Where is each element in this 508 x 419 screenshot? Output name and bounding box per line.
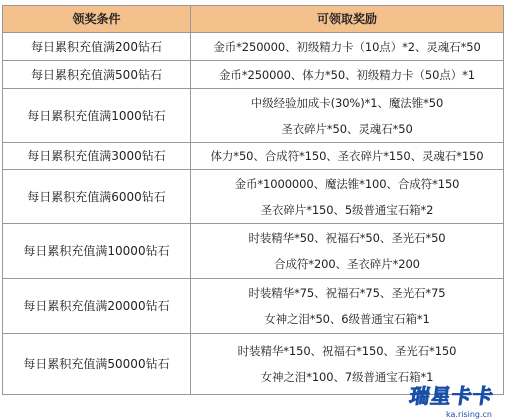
- reward-cell: [191, 334, 504, 395]
- reward-line: 女神之泪*100、7级普通宝石箱*1: [260, 370, 434, 384]
- reward-line: 圣衣碎片*150、5级普通宝石箱*2: [260, 202, 434, 217]
- reward-line: 时装精华*50、祝福石*50、圣光石*50: [248, 231, 446, 245]
- reward-line: 圣衣碎片*50、灵魂石*50: [281, 121, 413, 136]
- table-row: [3, 279, 504, 334]
- table-row: [3, 61, 504, 89]
- condition-cell: 每日累积充值满500钻石: [3, 61, 191, 89]
- reward-line: 女神之泪*50、6级普通宝石箱*1: [264, 312, 430, 326]
- reward-line: 时装精华*150、祝福石*150、圣光石*150: [237, 344, 457, 358]
- table-row: [3, 334, 504, 395]
- table-row: [3, 224, 504, 279]
- reward-cell: [191, 170, 504, 224]
- reward-cell: [191, 33, 504, 61]
- watermark-logo-text: 瑞星卡卡: [408, 384, 496, 408]
- reward-cell: [191, 61, 504, 89]
- reward-line: 金币*250000、体力*50、初级精力卡（50点）*1: [219, 67, 475, 82]
- reward-cell: [191, 89, 504, 143]
- table-row: [3, 89, 504, 143]
- reward-line: 金币*250000、初级精力卡（10点）*2、灵魂石*50: [213, 39, 481, 54]
- condition-cell: 每日累积充值满10000钻石: [3, 224, 191, 279]
- reward-line: 体力*50、合成符*150、圣衣碎片*150、灵魂石*150: [210, 149, 484, 163]
- header-condition: 领奖条件: [3, 6, 191, 33]
- condition-cell: 每日累积充值满1000钻石: [3, 89, 191, 143]
- condition-cell: 每日累积充值满6000钻石: [3, 170, 191, 224]
- condition-cell: 每日累积充值满20000钻石: [3, 279, 191, 334]
- reward-table: [2, 5, 504, 395]
- reward-line: 合成符*200、圣衣碎片*200: [274, 257, 420, 271]
- condition-cell: 每日累积充值满3000钻石: [3, 143, 191, 170]
- header-row: [3, 6, 504, 33]
- reward-line: 中级经验加成卡(30%)*1、魔法锥*50: [250, 95, 444, 110]
- condition-cell: 每日累积充值满200钻石: [3, 33, 191, 61]
- header-reward: 可领取奖励: [191, 6, 504, 33]
- reward-cell: [191, 224, 504, 279]
- table-row: [3, 143, 504, 170]
- watermark-url: ka.rising.cn: [446, 410, 492, 419]
- reward-line: 时装精华*75、祝福石*75、圣光石*75: [248, 286, 446, 300]
- reward-cell: [191, 143, 504, 170]
- condition-cell: 每日累积充值满50000钻石: [3, 334, 191, 395]
- reward-cell: [191, 279, 504, 334]
- table-row: [3, 170, 504, 224]
- table-row: [3, 33, 504, 61]
- reward-line: 金币*1000000、魔法锥*100、合成符*150: [234, 176, 460, 191]
